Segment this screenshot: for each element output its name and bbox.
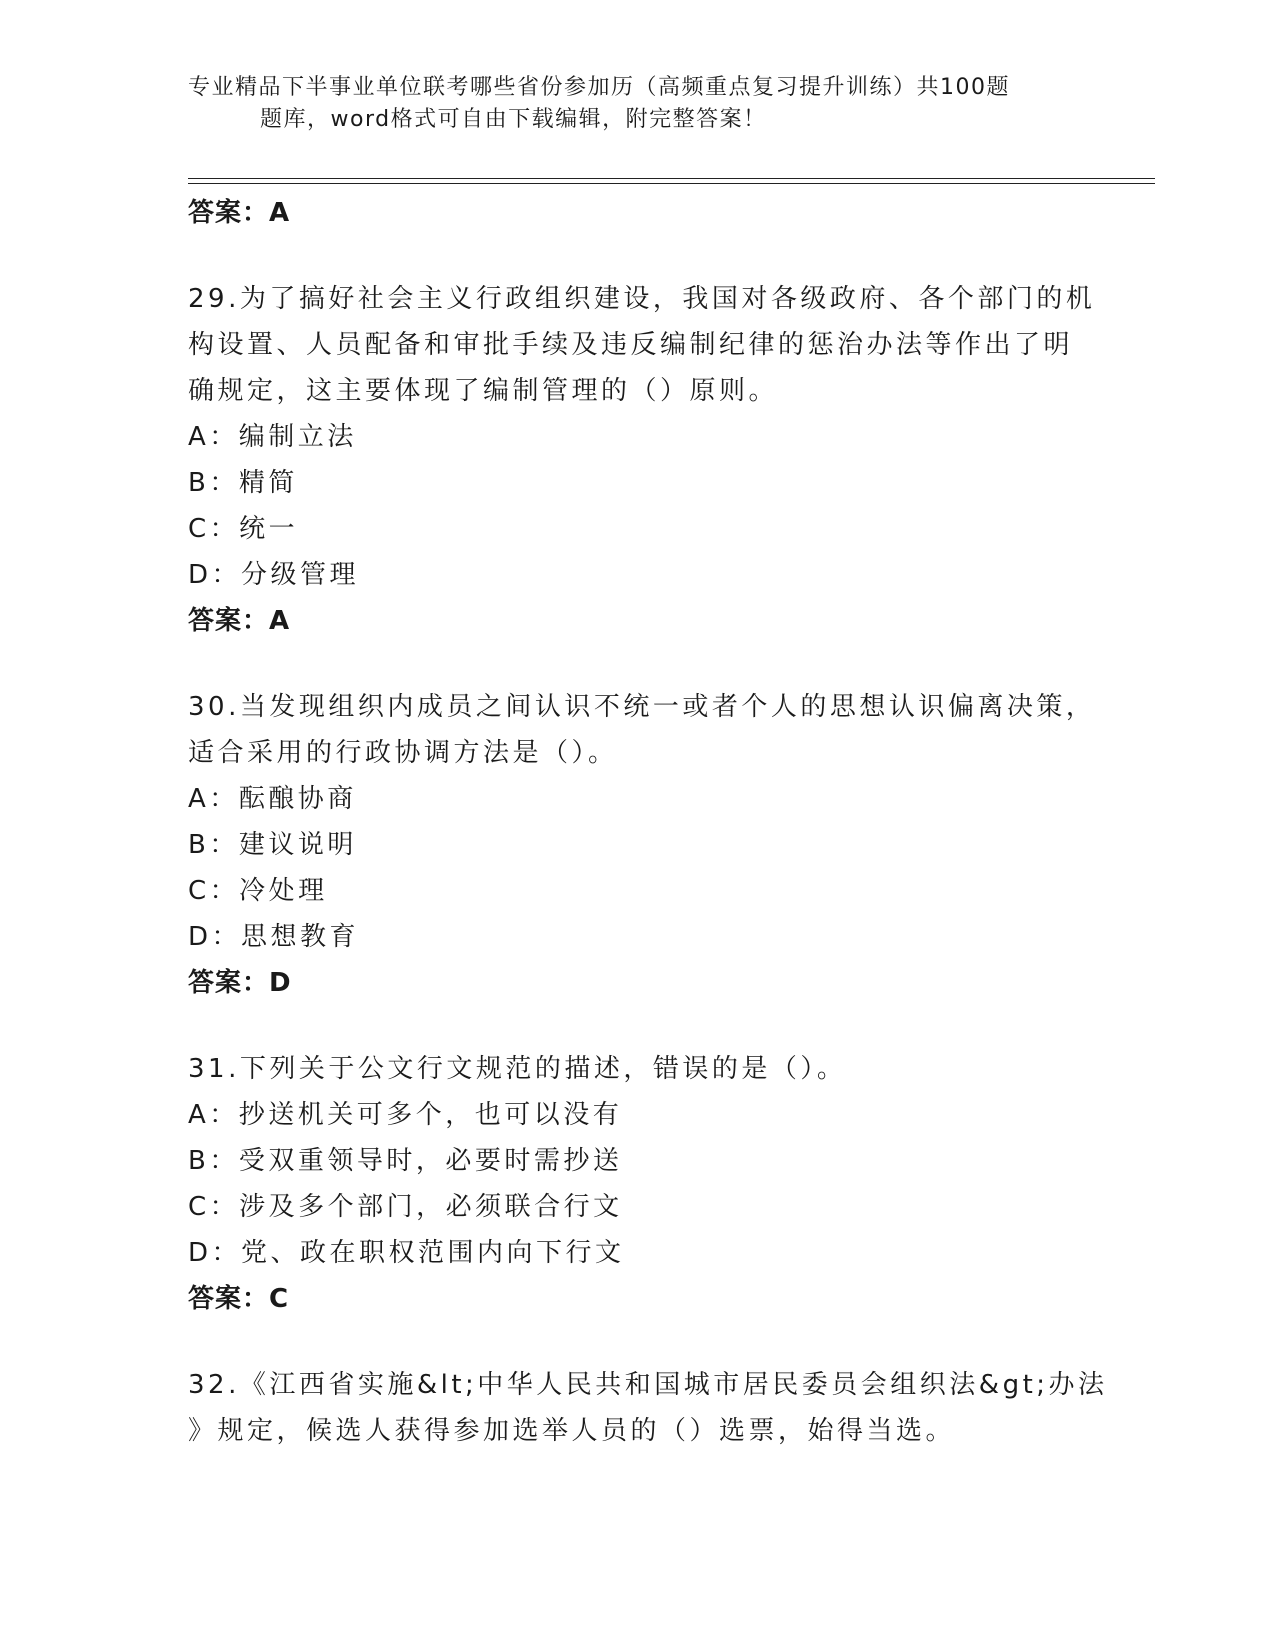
question-29 — [188, 276, 1096, 644]
option-d: D：党、政在职权范围内向下行文 — [188, 1238, 625, 1268]
question-stem — [188, 276, 1096, 414]
option-c: C：冷处理 — [188, 876, 328, 906]
option-a: A：酝酿协商 — [188, 784, 357, 814]
stem-line: 29.为了搞好社会主义行政组织建设，我国对各级政府、各个部门的机 — [188, 284, 1096, 314]
option-b: B：精简 — [188, 468, 298, 498]
option-b: B：受双重领导时，必要时需抄送 — [188, 1146, 623, 1176]
answer: 答案：C — [188, 1284, 290, 1314]
option-a: A：抄送机关可多个，也可以没有 — [188, 1100, 623, 1130]
stem-line: 确规定，这主要体现了编制管理的（）原则。 — [188, 376, 779, 406]
question-stem — [188, 1046, 1088, 1092]
stem-line: 31.下列关于公文行文规范的描述，错误的是（）。 — [188, 1054, 847, 1084]
header-title-line-2: 题库，word格式可自由下载编辑，附完整答案！ — [260, 107, 767, 132]
question-31 — [188, 1046, 1088, 1322]
option-d: D：分级管理 — [188, 560, 360, 590]
option-c: C：涉及多个部门，必须联合行文 — [188, 1192, 623, 1222]
option-d: D：思想教育 — [188, 922, 360, 952]
question-list — [188, 190, 1108, 1454]
header-divider-bottom — [188, 183, 1155, 184]
question-30 — [188, 684, 1096, 1006]
page-header — [188, 72, 1068, 136]
question-stem — [188, 684, 1096, 776]
stem-line: 构设置、人员配备和审批手续及违反编制纪律的惩治办法等作出了明 — [188, 330, 1074, 360]
option-c: C：统一 — [188, 514, 299, 544]
stem-line: 32.《江西省实施&lt;中华人民共和国城市居民委员会组织法&gt;办法 — [188, 1370, 1108, 1400]
answer: 答案：A — [188, 606, 291, 636]
stem-line: 30.当发现组织内成员之间认识不统一或者个人的思想认识偏离决策， — [188, 692, 1096, 722]
option-a: A：编制立法 — [188, 422, 357, 452]
option-b: B：建议说明 — [188, 830, 357, 860]
header-divider-top — [188, 178, 1155, 179]
answer: 答案：D — [188, 968, 292, 998]
stem-line: 》规定，候选人获得参加选举人员的（）选票，始得当选。 — [188, 1416, 956, 1446]
question-stem — [188, 1362, 1108, 1454]
question-32 — [188, 1362, 1108, 1454]
stem-line: 适合采用的行政协调方法是（）。 — [188, 738, 618, 768]
header-title-line-1: 专业精品下半事业单位联考哪些省份参加历（高频重点复习提升训练）共100题 — [188, 75, 1010, 100]
previous-answer: 答案：A — [188, 198, 291, 228]
